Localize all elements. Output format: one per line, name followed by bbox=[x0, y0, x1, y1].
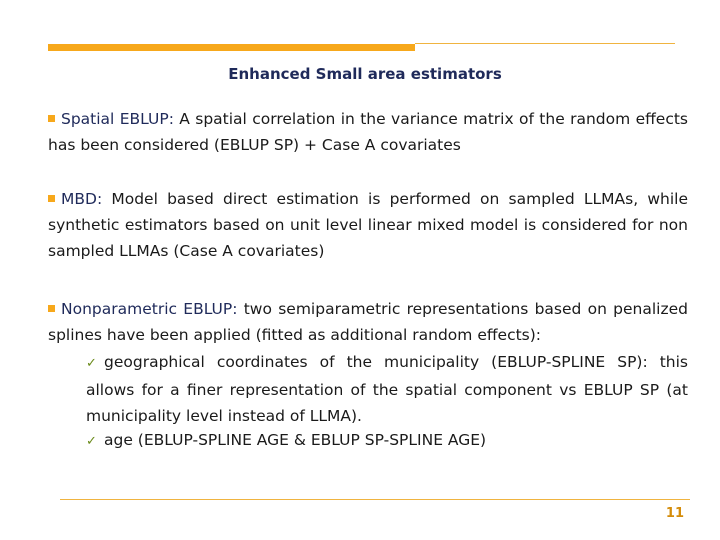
sub-bullet-geographical bbox=[86, 349, 688, 429]
square-bullet-icon bbox=[48, 195, 55, 202]
bullet-nonparametric-eblup bbox=[48, 296, 688, 348]
bullet-term: Spatial EBLUP: bbox=[61, 110, 174, 128]
check-icon: ✓ bbox=[86, 356, 97, 371]
sub-bullet-text: geographical coordinates of the municipality (EBLUP-SPLINE SP): this allows for a finer representation of the spatial component vs EBLUP SP (at municipality level instead of LLMA). bbox=[86, 353, 688, 425]
header-rule bbox=[415, 43, 675, 44]
square-bullet-icon bbox=[48, 305, 55, 312]
footer-rule bbox=[60, 499, 690, 500]
check-icon: ✓ bbox=[86, 434, 97, 449]
bullet-mbd bbox=[48, 186, 688, 264]
bullet-spatial-eblup bbox=[48, 106, 688, 158]
bullet-term: MBD: bbox=[61, 190, 103, 208]
page-number: 11 bbox=[665, 506, 684, 521]
bullet-text: Model based direct estimation is performed on sampled LLMAs, while synthetic estimators based on unit level linear mixed model is considered for non sampled LLMAs (Case A covariates) bbox=[48, 190, 688, 260]
square-bullet-icon bbox=[48, 115, 55, 122]
bullet-text: two semiparametric representations based on penalized splines have been applied (fitted as additional random effects): bbox=[48, 300, 689, 344]
header-accent-bar bbox=[48, 44, 415, 51]
slide-title: Enhanced Small area estimators bbox=[228, 65, 502, 83]
sub-bullet-text: age (EBLUP-SPLINE AGE & EBLUP SP-SPLINE AGE) bbox=[104, 431, 487, 449]
sub-bullet-age bbox=[86, 427, 688, 455]
bullet-term: Nonparametric EBLUP: bbox=[61, 300, 238, 318]
bullet-text: A spatial correlation in the variance matrix of the random effects has been considered (EBLUP SP) + Case A covariates bbox=[48, 110, 688, 154]
